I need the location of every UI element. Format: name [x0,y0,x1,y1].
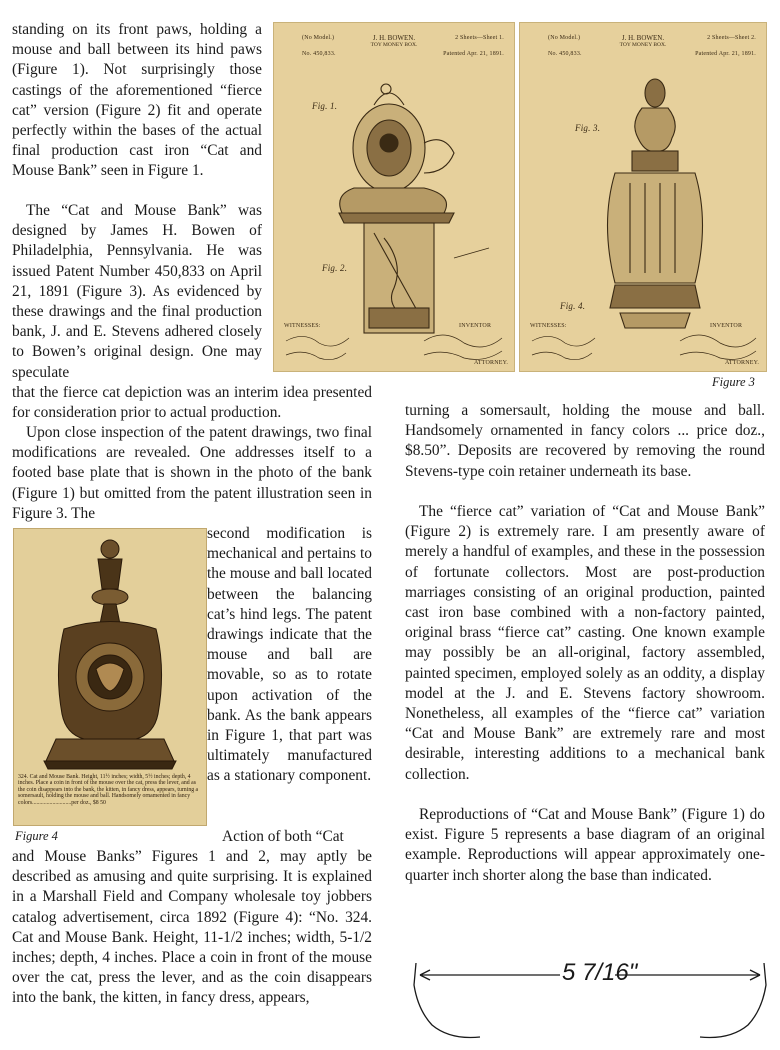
patent2-fig4-label: Fig. 4. [560,301,586,311]
patent2-date: Patented Apr. 21, 1891. [695,51,756,57]
left-para-3b: second modification is mechanical and pertains to the mouse and ball located between the balancing cat’s hind legs. The patent drawings indicate that the mouse and ball are movable, so as to rotate upon activation of the bank. As the bank appears in Figure 1, that part was ultimately manufactured as a stationary component. [207,525,372,785]
left-para-2b: that the fierce cat depiction was an interim idea presented for consideration prior to actual production. [12,384,372,422]
patent2-witnesses: WITNESSES: [530,323,567,329]
patent1-date: Patented Apr. 21, 1891. [443,51,504,57]
patent1-inventor-label: INVENTOR [459,323,492,329]
left-para-3a: Upon close inspection of the patent drawings, two final modifications are revealed. One addresses itself to a footed base plate that is shown in the photo of the bank (Figure 1) but omitted from the patent illustration seen in Figure 3. The [12,424,372,522]
catalog-figure [13,528,207,826]
figure4-caption: Figure 4 [15,829,58,843]
patent1-fig2-label: Fig. 2. [322,263,348,273]
patent-sheet-1 [273,22,515,372]
patent1-sheets: 2 Sheets—Sheet 1. [455,35,504,41]
right-para-3: Reproductions of “Cat and Mouse Bank” (Figure 1) do exist. Figure 5 represents a base diagram of an original example. Reproductions will appear approximately one-quarter inch shorter along the base than indicated. [405,806,765,884]
patent1-drawing [274,23,514,371]
patent1-fig1-label: Fig. 1. [312,101,338,111]
catalog-advertisement-text: 324. Cat and Mouse Bank. Height, 11½ inches; width, 5½ inches; depth, 4 inches. Place a coin in front of the mouse over the cat, press the lever, and as the coin disappears into the bank, the kitten, in fancy dress, appears, turning a somersault, holding the mouse and ball. Handsomely ornamented in fancy colors...........................per doz., $8 50 [18,774,199,806]
left-para-4b: and Mouse Banks” Figures 1 and 2, may aptly be described as amusing and quite surprising. It is explained in a Marshall Field and Company wholesale toy jobbers catalog advertisement, circa 1892 (Figure 4): “No. 324. Cat and Mouse Bank. Height, 11-1/2 inches; width, 5-1/2 inches; depth, 4 inches. Place a coin in front of the mouse over the cat, press the lever, and as the coin disappears into the bank, the kitten, in fancy dress, appears, [12,848,372,1007]
patent1-attorney: ATTORNEY. [474,360,509,366]
patent1-number: No. 450,833. [302,51,336,57]
right-para-1: turning a somersault, holding the mouse and ball. Handsomely ornamented in fancy colors ... price doz., $8.50”. Deposits are recovered by removing the round Stevens-type coin retainer underneath its base. [405,402,765,480]
figure3-caption: Figure 3 [712,375,755,389]
cat-mouse-bank-illustration [14,529,206,774]
patent-sheet-2 [519,22,767,372]
patent1-model: (No Model.) [302,35,335,41]
patent1-title: TOY MONEY BOX. [370,42,418,48]
patent2-fig3-label: Fig. 3. [575,123,601,133]
patent2-number: No. 450,833. [548,51,582,57]
patent1-witnesses: WITNESSES: [284,323,321,329]
patent2-drawing [520,23,766,371]
dimension-label: 5 7/16" [562,959,638,986]
patent2-inventor-label: INVENTOR [710,323,743,329]
left-para-4a: Action of both “Cat [222,828,344,845]
patent2-sheets: 2 Sheets—Sheet 2. [707,35,756,41]
patent2-model: (No Model.) [548,35,581,41]
left-para-2a: The “Cat and Mouse Bank” was designed by James H. Bowen of Philadelphia, Pennsylvania. He was issued Patent Number 450,833 on April 21, 1891 (Figure 3). As evidenced by these drawings and the final production bank, J. and E. Stevens adhered closely to Bowen’s original design. One may speculate [12,202,262,381]
left-para-1: standing on its front paws, holding a mouse and ball between its hind paws (Figure 1). Not surprisingly those castings of the aforementioned “fierce cat” version (Figure 2) fit and operate perfectly within the bases of the actual final production cast iron “Cat and Mouse Bank” seen in Figure 1. [12,21,262,180]
patent2-title: TOY MONEY BOX. [619,42,667,48]
right-para-2: The “fierce cat” variation of “Cat and Mouse Bank” (Figure 2) is extremely rare. I am presently aware of merely a handful of examples, and these in the possession of fortunate collectors. Most are post-production marriages consisting of an original production, painted cast iron base combined with a non-factory painted, original brass “fierce cat” casting. One known example may possibly be an all-original, factory assembled, painted specimen, employed solely as an oddity, a display model at the J. and E. Stevens factory showroom. Nonetheless, all examples of the “fierce cat” variation “Cat and Mouse Bank” are extremely rare and most desirable, interesting additions to a mechanical bank collection. [405,503,765,783]
patent1-inventor: J. H. BOWEN. [372,34,416,42]
patent2-inventor: J. H. BOWEN. [621,34,665,42]
base-dimension-diagram [410,955,770,1045]
patent2-attorney: ATTORNEY. [725,360,760,366]
